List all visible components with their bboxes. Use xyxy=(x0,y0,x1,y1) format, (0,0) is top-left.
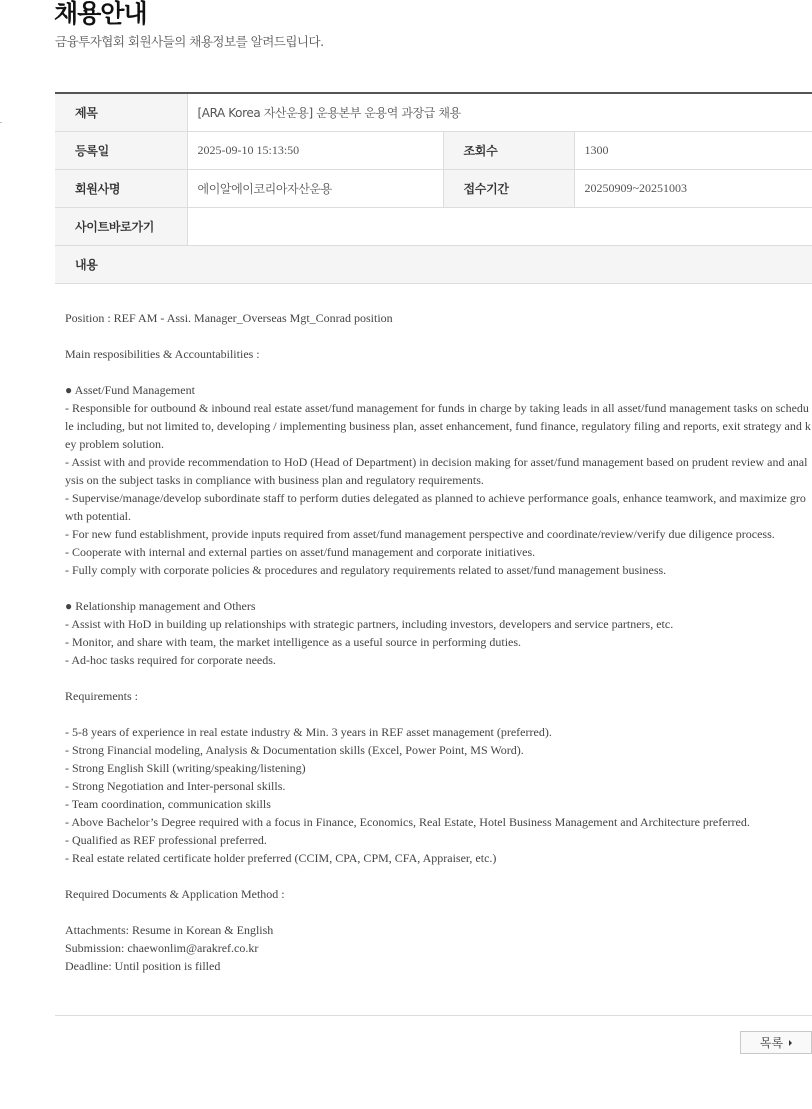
views-label: 조회수 xyxy=(443,132,574,170)
period-label: 접수기간 xyxy=(443,170,574,208)
post-content xyxy=(65,309,812,975)
content-line: - Strong Financial modeling, Analysis & Documentation skills (Excel, Power Point, MS Word). xyxy=(65,743,524,757)
date-label: 등록일 xyxy=(55,132,187,170)
site-row xyxy=(55,208,812,246)
content-line: Requirements : xyxy=(65,689,138,703)
content-label: 내용 xyxy=(55,246,812,284)
content-line: - Cooperate with internal and external parties on asset/fund management and corporate initiatives. xyxy=(65,545,536,559)
content-line xyxy=(65,327,812,345)
content-line: Attachments: Resume in Korean & English xyxy=(65,923,274,937)
arrow-right-icon xyxy=(789,1040,792,1046)
content-header-row xyxy=(55,246,812,284)
content-line: ● Asset/Fund Management xyxy=(65,383,195,397)
content-divider xyxy=(55,1015,812,1016)
content-line: - Assist with and provide recommendation to HoD (Head of Department) in decision making for asset/fund management based on prudent review and analysis on the subject tasks in compliance with business plan and regulatory requirements. xyxy=(65,455,808,487)
post-info-table xyxy=(55,92,812,284)
list-button[interactable] xyxy=(740,1031,812,1054)
content-line: - Strong Negotiation and Inter-personal skills. xyxy=(65,779,286,793)
content-line: - Above Bachelor’s Degree required with a focus in Finance, Economics, Real Estate, Hotel Business Management and Architecture preferred. xyxy=(65,815,750,829)
content-line xyxy=(65,867,812,885)
content-line xyxy=(65,579,812,597)
content-line: Submission: chaewonlim@arakref.co.kr xyxy=(65,941,259,955)
content-line: - Ad-hoc tasks required for corporate needs. xyxy=(65,653,276,667)
content-line: - Real estate related certificate holder preferred (CCIM, CPA, CPM, CFA, Appraiser, etc.) xyxy=(65,851,497,865)
site-label: 사이트바로가기 xyxy=(55,208,187,246)
period-value: 20250909~20251003 xyxy=(574,170,812,208)
content-line: Required Documents & Application Method : xyxy=(65,887,285,901)
content-line xyxy=(65,903,812,921)
content-line: - Fully comply with corporate policies & procedures and regulatory requirements related to asset/fund management business. xyxy=(65,563,667,577)
content-line: Deadline: Until position is filled xyxy=(65,959,221,973)
content-line: - Responsible for outbound & inbound real estate asset/fund management for funds in charge by taking leads in all asset/fund management tasks on schedule including, but not limited to, developing / implementing business plan, asset enhancement, fund finance, regulatory filing and reports, exit strategy and key problem solution. xyxy=(65,401,811,451)
content-line: - For new fund establishment, provide inputs required from asset/fund management perspective and coordinate/review/verify due diligence process. xyxy=(65,527,775,541)
company-label: 회원사명 xyxy=(55,170,187,208)
page-title: 채용안내 xyxy=(54,0,147,28)
title-value: [ARA Korea 자산운용] 운용본부 운용역 과장급 채용 xyxy=(187,93,812,132)
content-line: - Qualified as REF professional preferred. xyxy=(65,833,267,847)
content-line: Position : REF AM - Assi. Manager_Overseas Mgt_Conrad position xyxy=(65,311,393,325)
content-line: - Team coordination, communication skills xyxy=(65,797,271,811)
company-row xyxy=(55,170,812,208)
views-value: 1300 xyxy=(574,132,812,170)
title-label: 제목 xyxy=(55,93,187,132)
content-line xyxy=(65,705,812,723)
content-line: - Strong English Skill (writing/speaking/listening) xyxy=(65,761,306,775)
date-row xyxy=(55,132,812,170)
site-link[interactable] xyxy=(187,208,812,246)
title-row xyxy=(55,93,812,132)
company-value: 에이알에이코리아자산운용 xyxy=(187,170,443,208)
content-line: ● Relationship management and Others xyxy=(65,599,256,613)
content-line: - Supervise/manage/develop subordinate staff to perform duties delegated as planned to achieve performance goals, enhance teamwork, and maximize growth potential. xyxy=(65,491,806,523)
content-line xyxy=(65,669,812,687)
side-divider xyxy=(0,122,2,123)
date-value: 2025-09-10 15:13:50 xyxy=(187,132,443,170)
content-line: - Monitor, and share with team, the market intelligence as a useful source in performing duties. xyxy=(65,635,522,649)
list-button-label: 목록 xyxy=(759,1036,784,1050)
page-subtitle: 금융투자협회 회원사들의 채용정보를 알려드립니다. xyxy=(55,34,324,49)
content-line: Main resposibilities & Accountabilities : xyxy=(65,347,260,361)
content-line: - 5-8 years of experience in real estate industry & Min. 3 years in REF asset management (preferred). xyxy=(65,725,552,739)
content-line xyxy=(65,363,812,381)
content-line: - Assist with HoD in building up relationships with strategic partners, including investors, developers and service partners, etc. xyxy=(65,617,674,631)
